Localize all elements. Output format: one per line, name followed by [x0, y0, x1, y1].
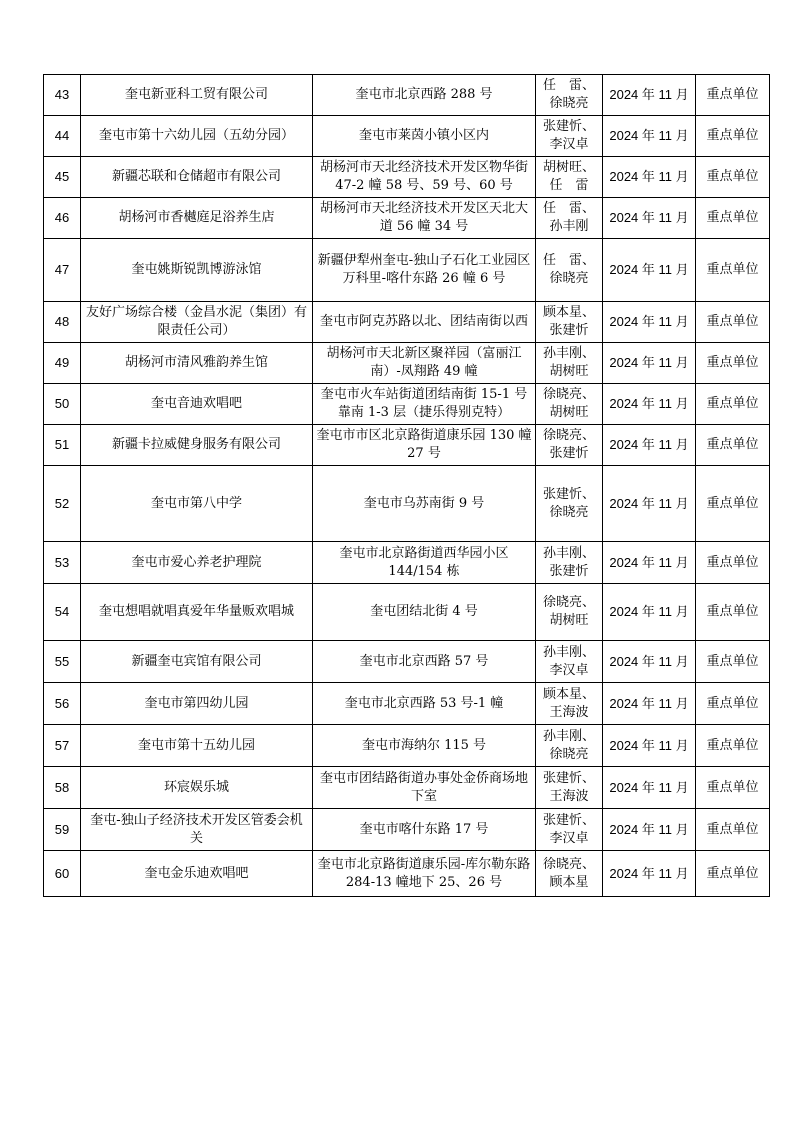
row-number: 47: [44, 239, 81, 302]
table-row: [44, 466, 770, 542]
table-row: [44, 641, 770, 683]
unit-name: 奎屯-独山子经济技术开发区管委会机关: [81, 809, 313, 851]
table-row: [44, 157, 770, 198]
row-number: 48: [44, 302, 81, 343]
responsible-person: 张建忻: [549, 446, 589, 461]
row-number: 55: [44, 641, 81, 683]
unit-name: 环宸娱乐城: [81, 767, 313, 809]
row-number: 46: [44, 198, 81, 239]
responsible-person: 徐晓亮: [549, 271, 589, 286]
responsible-person: 胡树旺: [549, 405, 589, 420]
responsible-person: 徐晓亮、: [542, 856, 595, 872]
unit-category: 重点单位: [696, 157, 770, 198]
responsible-person: 任 雷: [549, 178, 589, 193]
row-number: 44: [44, 116, 81, 157]
unit-address: 新疆伊犁州奎屯-独山子石化工业园区万科里-喀什东路 26 幢 6 号: [313, 239, 536, 302]
unit-category: 重点单位: [696, 75, 770, 116]
table-row: [44, 767, 770, 809]
unit-name: 奎屯市第四幼儿园: [81, 683, 313, 725]
unit-address: 奎屯市团结路街道办事处金侨商场地下室: [313, 767, 536, 809]
responsible-person: 张建忻、: [542, 812, 595, 828]
table-row: [44, 725, 770, 767]
responsible-people: [536, 725, 603, 767]
responsible-person: 张建忻、: [542, 119, 595, 134]
responsible-person: 顾本星: [549, 874, 589, 890]
responsible-person: 胡树旺: [549, 613, 589, 628]
unit-category: 重点单位: [696, 767, 770, 809]
row-number: 45: [44, 157, 81, 198]
unit-address: 奎屯市莱茵小镇小区内: [313, 116, 536, 157]
row-number: 59: [44, 809, 81, 851]
unit-category: 重点单位: [696, 239, 770, 302]
unit-category: 重点单位: [696, 466, 770, 542]
table-row: [44, 851, 770, 897]
table-row: [44, 384, 770, 425]
inspection-date: 2024 年 11 月: [603, 116, 696, 157]
unit-address: 胡杨河市天北经济技术开发区天北大道 56 幢 34 号: [313, 198, 536, 239]
responsible-person: 顾本星、: [542, 305, 595, 320]
table-row: [44, 542, 770, 584]
unit-category: 重点单位: [696, 302, 770, 343]
unit-name: 奎屯金乐迪欢唱吧: [81, 851, 313, 897]
unit-name: 奎屯新亚科工贸有限公司: [81, 75, 313, 116]
responsible-person: 李汉卓: [549, 137, 589, 152]
inspection-date: 2024 年 11 月: [603, 302, 696, 343]
responsible-person: 李汉卓: [549, 662, 589, 678]
unit-name: 奎屯姚斯锐凯博游泳馆: [81, 239, 313, 302]
unit-address: 奎屯市北京路街道康乐园-库尔勒东路 284-13 幢地下 25、26 号: [313, 851, 536, 897]
responsible-person: 任 雷、: [542, 253, 595, 268]
inspection-date: 2024 年 11 月: [603, 725, 696, 767]
row-number: 52: [44, 466, 81, 542]
table-row: [44, 198, 770, 239]
unit-address: 胡杨河市天北新区聚祥园（富丽江南）-凤翔路 49 幢: [313, 343, 536, 384]
unit-category: 重点单位: [696, 851, 770, 897]
unit-category: 重点单位: [696, 425, 770, 466]
inspection-date: 2024 年 11 月: [603, 851, 696, 897]
unit-category: 重点单位: [696, 343, 770, 384]
unit-name: 新疆奎屯宾馆有限公司: [81, 641, 313, 683]
unit-name: 胡杨河市清风雅韵养生馆: [81, 343, 313, 384]
unit-category: 重点单位: [696, 198, 770, 239]
responsible-people: [536, 425, 603, 466]
inspection-date: 2024 年 11 月: [603, 683, 696, 725]
unit-address: 胡杨河市天北经济技术开发区物华街 47-2 幢 58 号、59 号、60 号: [313, 157, 536, 198]
unit-name: 新疆卡拉威健身服务有限公司: [81, 425, 313, 466]
unit-category: 重点单位: [696, 683, 770, 725]
responsible-person: 孙丰刚、: [542, 545, 595, 561]
responsible-person: 孙丰刚、: [542, 728, 595, 744]
responsible-person: 张建忻、: [542, 486, 595, 502]
responsible-person: 任 雷、: [542, 201, 595, 216]
responsible-person: 徐晓亮: [549, 504, 589, 520]
table-row: [44, 584, 770, 641]
unit-address: 奎屯市海纳尔 115 号: [313, 725, 536, 767]
row-number: 50: [44, 384, 81, 425]
responsible-person: 顾本星、: [542, 686, 595, 702]
row-number: 56: [44, 683, 81, 725]
unit-address: 奎屯市北京路街道西华园小区 144/154 栋: [313, 542, 536, 584]
inspection-date: 2024 年 11 月: [603, 157, 696, 198]
responsible-people: [536, 584, 603, 641]
responsible-person: 孙丰刚、: [542, 346, 595, 361]
unit-category: 重点单位: [696, 641, 770, 683]
responsible-people: [536, 641, 603, 683]
unit-name: 胡杨河市香樾庭足浴养生店: [81, 198, 313, 239]
responsible-people: [536, 75, 603, 116]
inspection-date: 2024 年 11 月: [603, 384, 696, 425]
inspection-date: 2024 年 11 月: [603, 767, 696, 809]
table-row: [44, 683, 770, 725]
responsible-person: 徐晓亮: [549, 746, 589, 762]
responsible-person: 王海波: [549, 788, 589, 804]
inspection-date: 2024 年 11 月: [603, 75, 696, 116]
responsible-people: [536, 542, 603, 584]
responsible-people: [536, 851, 603, 897]
responsible-person: 徐晓亮、: [542, 595, 595, 610]
row-number: 43: [44, 75, 81, 116]
unit-category: 重点单位: [696, 116, 770, 157]
unit-category: 重点单位: [696, 584, 770, 641]
responsible-person: 李汉卓: [549, 830, 589, 846]
responsible-people: [536, 198, 603, 239]
row-number: 51: [44, 425, 81, 466]
table-row: [44, 809, 770, 851]
unit-category: 重点单位: [696, 725, 770, 767]
responsible-people: [536, 809, 603, 851]
responsible-people: [536, 116, 603, 157]
table-row: [44, 425, 770, 466]
unit-address: 奎屯市阿克苏路以北、团结南街以西: [313, 302, 536, 343]
table-row: [44, 239, 770, 302]
table-row: [44, 302, 770, 343]
responsible-person: 孙丰刚、: [542, 644, 595, 660]
inspection-date: 2024 年 11 月: [603, 809, 696, 851]
row-number: 49: [44, 343, 81, 384]
inspection-table: [43, 74, 770, 897]
table-row: [44, 116, 770, 157]
responsible-people: [536, 683, 603, 725]
unit-name: 奎屯音迪欢唱吧: [81, 384, 313, 425]
inspection-date: 2024 年 11 月: [603, 542, 696, 584]
unit-name: 奎屯市第十五幼儿园: [81, 725, 313, 767]
unit-category: 重点单位: [696, 809, 770, 851]
inspection-date: 2024 年 11 月: [603, 584, 696, 641]
responsible-person: 孙丰刚: [549, 219, 589, 234]
responsible-person: 王海波: [549, 704, 589, 720]
responsible-person: 张建忻: [549, 563, 589, 579]
responsible-people: [536, 239, 603, 302]
responsible-person: 徐晓亮: [549, 96, 589, 111]
responsible-people: [536, 343, 603, 384]
unit-name: 奎屯想唱就唱真爱年华量贩欢唱城: [81, 584, 313, 641]
unit-name: 新疆芯联和仓储超市有限公司: [81, 157, 313, 198]
unit-name: 奎屯市爱心养老护理院: [81, 542, 313, 584]
unit-address: 奎屯市市区北京路街道康乐园 130 幢 27 号: [313, 425, 536, 466]
responsible-people: [536, 767, 603, 809]
unit-name: 奎屯市第八中学: [81, 466, 313, 542]
unit-address: 奎屯市乌苏南街 9 号: [313, 466, 536, 542]
responsible-people: [536, 384, 603, 425]
responsible-person: 任 雷、: [542, 78, 595, 93]
row-number: 58: [44, 767, 81, 809]
inspection-date: 2024 年 11 月: [603, 343, 696, 384]
inspection-date: 2024 年 11 月: [603, 198, 696, 239]
unit-name: 友好广场综合楼（金昌水泥（集团）有限责任公司）: [81, 302, 313, 343]
row-number: 57: [44, 725, 81, 767]
inspection-date: 2024 年 11 月: [603, 466, 696, 542]
unit-address: 奎屯市北京西路 53 号-1 幢: [313, 683, 536, 725]
row-number: 53: [44, 542, 81, 584]
inspection-date: 2024 年 11 月: [603, 239, 696, 302]
responsible-person: 张建忻、: [542, 770, 595, 786]
unit-category: 重点单位: [696, 384, 770, 425]
unit-address: 奎屯市喀什东路 17 号: [313, 809, 536, 851]
responsible-person: 胡树旺、: [542, 160, 595, 175]
unit-address: 奎屯市火车站街道团结南街 15-1 号靠南 1-3 层（捷乐得别克特）: [313, 384, 536, 425]
responsible-person: 徐晓亮、: [542, 428, 595, 443]
responsible-person: 张建忻: [549, 323, 589, 338]
row-number: 54: [44, 584, 81, 641]
responsible-people: [536, 157, 603, 198]
table-row: [44, 75, 770, 116]
row-number: 60: [44, 851, 81, 897]
table-body: [44, 75, 770, 897]
responsible-people: [536, 302, 603, 343]
responsible-person: 胡树旺: [549, 364, 589, 379]
inspection-date: 2024 年 11 月: [603, 641, 696, 683]
inspection-date: 2024 年 11 月: [603, 425, 696, 466]
table-row: [44, 343, 770, 384]
responsible-person: 徐晓亮、: [542, 387, 595, 402]
unit-address: 奎屯市北京西路 57 号: [313, 641, 536, 683]
unit-name: 奎屯市第十六幼儿园（五幼分园）: [81, 116, 313, 157]
responsible-people: [536, 466, 603, 542]
unit-category: 重点单位: [696, 542, 770, 584]
unit-address: 奎屯市北京西路 288 号: [313, 75, 536, 116]
unit-address: 奎屯团结北街 4 号: [313, 584, 536, 641]
